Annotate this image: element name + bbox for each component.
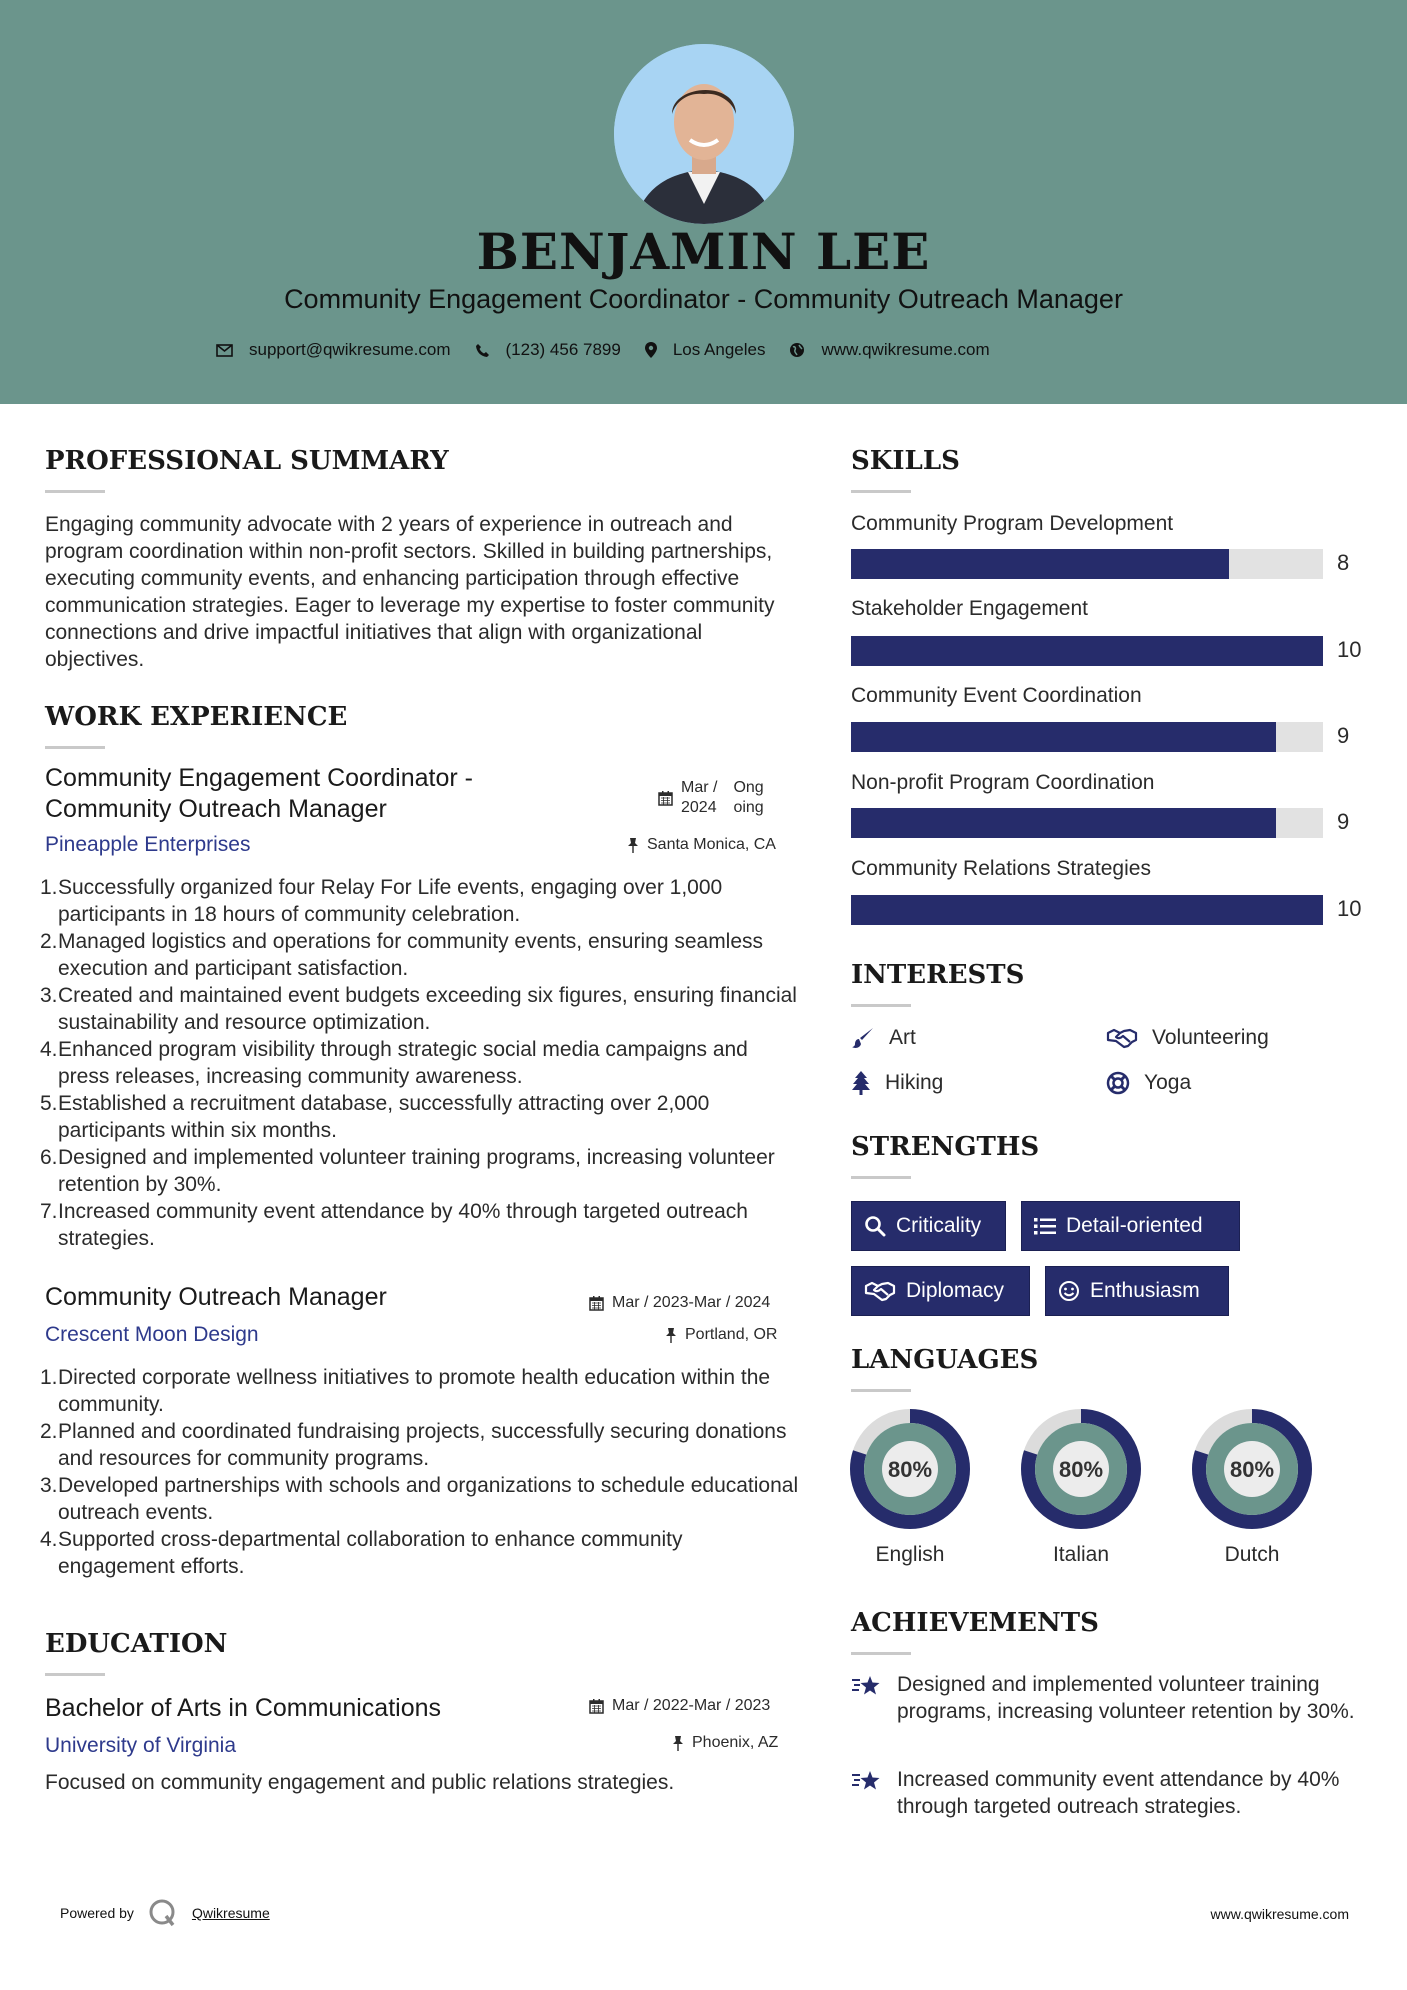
language-name: English bbox=[875, 1543, 945, 1566]
pushpin-icon bbox=[665, 1327, 677, 1343]
contact-website-text: www.qwikresume.com bbox=[821, 340, 990, 359]
job-1-company: Pineapple Enterprises bbox=[45, 833, 251, 856]
job-2-company: Crescent Moon Design bbox=[45, 1323, 259, 1346]
calendar-icon bbox=[589, 1698, 604, 1714]
job-2-location bbox=[665, 1326, 777, 1344]
powered-by-label: Powered by bbox=[60, 1905, 134, 1921]
contact-location bbox=[645, 340, 766, 360]
skills-underline bbox=[851, 490, 911, 493]
skill-value: 9 bbox=[1337, 723, 1350, 748]
job-1-title-line2: Community Outreach Manager bbox=[45, 795, 387, 823]
skill-bar bbox=[851, 549, 1323, 579]
skill-label: Community Event Coordination bbox=[851, 684, 1142, 707]
strength-label: Detail-oriented bbox=[1066, 1214, 1203, 1237]
interests-heading: INTERESTS bbox=[851, 960, 1025, 990]
interest-label: Art bbox=[889, 1026, 916, 1049]
language-italian bbox=[1019, 1407, 1143, 1567]
education-date-text: Mar / 2022-Mar / 2023 bbox=[612, 1697, 771, 1714]
language-name: Italian bbox=[1052, 1543, 1110, 1566]
interest-art bbox=[851, 1026, 916, 1050]
skill-label: Community Relations Strategies bbox=[851, 857, 1151, 880]
candidate-title: Community Engagement Coordinator - Community Outreach Manager bbox=[284, 284, 1123, 314]
strength-diplomacy bbox=[851, 1266, 1030, 1316]
contact-phone-text: (123) 456 7899 bbox=[505, 340, 621, 359]
strength-criticality bbox=[851, 1201, 1006, 1251]
list-item: 5. Established a recruitment database, successfully attracting over 2,000 participants within six months. bbox=[40, 1092, 710, 1142]
job-2-bullets bbox=[40, 1364, 800, 1580]
contact-bar bbox=[216, 336, 1014, 364]
calendar-icon bbox=[658, 790, 673, 806]
pushpin-icon bbox=[672, 1735, 684, 1751]
list-item: 2. Planned and coordinated fundraising projects, successfully securing donations and resources for community programs. bbox=[40, 1420, 787, 1470]
interest-volunteering bbox=[1106, 1026, 1269, 1050]
strengths-heading: STRENGTHS bbox=[851, 1132, 1040, 1162]
contact-location-text: Los Angeles bbox=[672, 340, 766, 359]
education-location-text: Phoenix, AZ bbox=[692, 1734, 779, 1751]
strength-detail-oriented bbox=[1021, 1201, 1240, 1251]
pushpin-icon bbox=[627, 837, 639, 853]
tree-icon bbox=[851, 1071, 871, 1095]
contact-email-text: support@qwikresume.com bbox=[249, 340, 451, 359]
education-underline bbox=[45, 1673, 105, 1676]
education-school: University of Virginia bbox=[45, 1734, 237, 1757]
strength-label: Criticality bbox=[896, 1214, 982, 1237]
skill-label: Non-profit Program Coordination bbox=[851, 771, 1155, 794]
job-1-date-end-a: Ong bbox=[733, 779, 764, 796]
handshake-icon bbox=[864, 1280, 896, 1302]
interest-yoga bbox=[1106, 1071, 1191, 1095]
list-item: 7. Increased community event attendance by 40% through targeted outreach strategies. bbox=[40, 1200, 748, 1250]
ring-label: 80% bbox=[1229, 1457, 1275, 1482]
job-2-date-text: Mar / 2023-Mar / 2024 bbox=[612, 1294, 771, 1311]
achievement-item bbox=[851, 1766, 1371, 1820]
skill-bar-fill bbox=[851, 722, 1276, 752]
interest-label: Yoga bbox=[1144, 1071, 1192, 1094]
summary-text: Engaging community advocate with 2 years of experience in outreach and program coordination within non-profit sectors. Skilled in building partnerships, executing community events, and enhancing participation through effective communication strategies. Eager to leverage my expertise to foster community connections and drive impactful initiatives that align with organizational objectives. bbox=[45, 513, 775, 671]
job-1-date-start-year: 2024 bbox=[681, 799, 717, 816]
achievement-item bbox=[851, 1671, 1371, 1725]
language-dutch bbox=[1190, 1407, 1314, 1567]
job-1-date bbox=[658, 778, 764, 818]
search-icon bbox=[864, 1215, 886, 1237]
language-name: Dutch bbox=[1224, 1543, 1280, 1566]
profile-photo bbox=[614, 44, 794, 224]
list-item: 4. Supported cross-departmental collaboration to enhance community engagement efforts. bbox=[40, 1528, 683, 1578]
list-item: 3. Created and maintained event budgets exceeding six figures, ensuring financial sustainability and resource optimization. bbox=[40, 984, 797, 1034]
ring-label: 80% bbox=[887, 1457, 933, 1482]
work-heading: WORK EXPERIENCE bbox=[45, 702, 348, 732]
paintbrush-icon bbox=[851, 1026, 875, 1050]
job-1-location-text: Santa Monica, CA bbox=[647, 836, 776, 853]
footer-website[interactable]: www.qwikresume.com bbox=[1210, 1906, 1349, 1922]
language-ring bbox=[1190, 1407, 1314, 1531]
handshake-icon bbox=[1106, 1027, 1138, 1049]
list-item: 2. Managed logistics and operations for community events, ensuring seamless execution and participant satisfaction. bbox=[40, 930, 764, 980]
skill-bar-fill bbox=[851, 636, 1323, 666]
powered-by bbox=[60, 1898, 270, 1928]
strength-label: Enthusiasm bbox=[1090, 1279, 1200, 1302]
job-1-date-end-b: oing bbox=[733, 799, 764, 816]
skill-value: 9 bbox=[1337, 809, 1350, 834]
job-2-location-text: Portland, OR bbox=[685, 1326, 778, 1343]
skill-bar-fill bbox=[851, 895, 1323, 925]
job-1-location bbox=[627, 836, 776, 854]
interest-hiking bbox=[851, 1071, 943, 1095]
skills-heading: SKILLS bbox=[851, 446, 960, 476]
skill-bar bbox=[851, 895, 1323, 925]
list-icon bbox=[1034, 1216, 1056, 1236]
job-1-title bbox=[45, 763, 605, 825]
interest-label: Hiking bbox=[885, 1071, 944, 1094]
interest-label: Volunteering bbox=[1152, 1026, 1269, 1049]
achievement-text: Designed and implemented volunteer training programs, increasing volunteer retention by 30%. bbox=[897, 1673, 1355, 1723]
strength-enthusiasm bbox=[1045, 1266, 1229, 1316]
language-english bbox=[848, 1407, 972, 1567]
shooting-star-icon bbox=[851, 1673, 883, 1699]
brand-link[interactable]: Qwikresume bbox=[191, 1905, 270, 1921]
globe-icon bbox=[789, 342, 805, 358]
strengths-underline bbox=[851, 1176, 911, 1179]
education-description: Focused on community engagement and public relations strategies. bbox=[45, 1771, 675, 1794]
qwikresume-logo-icon bbox=[148, 1898, 178, 1928]
education-degree: Bachelor of Arts in Communications bbox=[45, 1694, 442, 1722]
ring-label: 80% bbox=[1058, 1457, 1104, 1482]
envelope-icon bbox=[216, 344, 233, 357]
job-2-title: Community Outreach Manager bbox=[45, 1283, 387, 1311]
skill-bar-fill bbox=[851, 808, 1276, 838]
achievements-heading: ACHIEVEMENTS bbox=[851, 1608, 1099, 1638]
skill-value: 10 bbox=[1337, 637, 1362, 662]
achievements-underline bbox=[851, 1652, 911, 1655]
job-1-title-line1: Community Engagement Coordinator - bbox=[45, 764, 473, 792]
map-pin-icon bbox=[645, 342, 657, 358]
contact-email[interactable] bbox=[216, 340, 451, 360]
shooting-star-icon bbox=[851, 1768, 883, 1794]
skill-bar bbox=[851, 636, 1323, 666]
education-heading: EDUCATION bbox=[45, 1629, 228, 1659]
contact-website[interactable] bbox=[789, 340, 989, 360]
list-item: 1. Directed corporate wellness initiatives to promote health education within the community. bbox=[40, 1366, 771, 1416]
job-2-date bbox=[589, 1294, 770, 1312]
skill-bar bbox=[851, 808, 1323, 838]
contact-phone[interactable] bbox=[475, 340, 621, 360]
languages-underline bbox=[851, 1389, 911, 1392]
skill-value: 10 bbox=[1337, 896, 1362, 921]
language-ring bbox=[848, 1407, 972, 1531]
interests-underline bbox=[851, 1004, 911, 1007]
phone-icon bbox=[475, 343, 490, 358]
strength-label: Diplomacy bbox=[906, 1279, 1005, 1302]
skill-label: Community Program Development bbox=[851, 512, 1174, 535]
languages-heading: LANGUAGES bbox=[851, 1345, 1039, 1375]
list-item: 1. Successfully organized four Relay For Life events, engaging over 1,000 participants in 18 hours of community celebration. bbox=[40, 876, 723, 926]
resume-header bbox=[0, 0, 1407, 404]
skill-value: 8 bbox=[1337, 550, 1350, 575]
skill-bar bbox=[851, 722, 1323, 752]
list-item: 3. Developed partnerships with schools and organizations to schedule educational outreach events. bbox=[40, 1474, 799, 1524]
skill-bar-fill bbox=[851, 549, 1229, 579]
skill-label: Stakeholder Engagement bbox=[851, 597, 1088, 620]
work-underline bbox=[45, 746, 105, 749]
education-date bbox=[589, 1697, 770, 1715]
lifebuoy-icon bbox=[1106, 1071, 1130, 1095]
smile-icon bbox=[1058, 1280, 1080, 1302]
list-item: 4. Enhanced program visibility through strategic social media campaigns and press releases, increasing community awareness. bbox=[40, 1038, 748, 1088]
list-item: 6. Designed and implemented volunteer training programs, increasing volunteer retention by 30%. bbox=[40, 1146, 775, 1196]
language-ring bbox=[1019, 1407, 1143, 1531]
candidate-name: BENJAMIN LEE bbox=[476, 222, 931, 281]
job-1-bullets bbox=[40, 874, 800, 1252]
job-1-date-start-month: Mar / bbox=[681, 779, 718, 796]
education-location bbox=[672, 1734, 778, 1752]
summary-heading: PROFESSIONAL SUMMARY bbox=[45, 446, 449, 476]
summary-underline bbox=[45, 490, 105, 493]
achievement-text: Increased community event attendance by 40% through targeted outreach strategies. bbox=[897, 1768, 1340, 1818]
calendar-icon bbox=[589, 1295, 604, 1311]
